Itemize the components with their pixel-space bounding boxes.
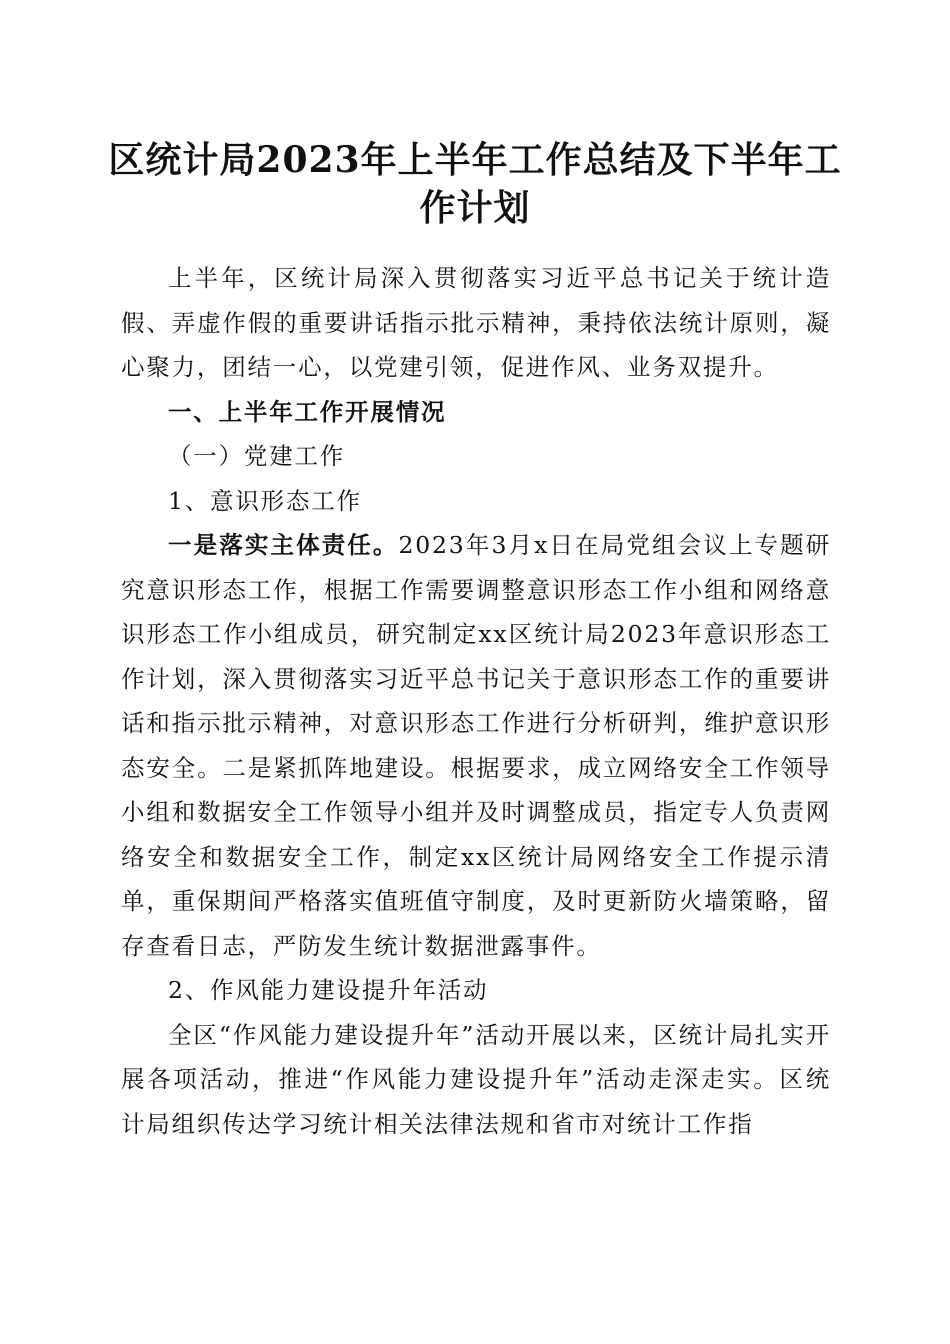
- intro-paragraph: 上半年，区统计局深入贯彻落实习近平总书记关于统计造假、弄虚作假的重要讲话指示批示精神，秉持依法统计原则，凝心聚力，团结一心，以党建引领，促进作风、业务双提升。: [121, 264, 831, 381]
- item-lead: 一是落实主体责任。: [168, 531, 399, 559]
- section-heading: 一、上半年工作开展情况: [168, 397, 447, 426]
- item-heading: 1、意识形态工作: [168, 486, 362, 515]
- item-text: 2023年3月x日在局党组会议上专题研究意识形态工作，根据工作需要调整意识形态工作小组和网络意识形态工作小组成员，研究制定xx区统计局2023年意识形态工作计划，深入贯彻落实习近平总书记关于意识形态工作的重要讲话和指示批示精神，对意识形态工作进行分析研判，维护意识形态安全。二是紧抓阵地建设。根据要求，成立网络安全工作领导小组和数据安全工作领导小组并及时调整成员，指定专人负责网络安全和数据安全工作，制定xx区统计局网络安全工作提示清单，重保期间严格落实值班值守制度，及时更新防火墙策略，留存查看日志，严防发生统计数据泄露事件。: [121, 531, 831, 960]
- document-body: [121, 256, 831, 1146]
- document-title: 区统计局2023年上半年工作总结及下半年工作计划: [108, 139, 842, 229]
- subsection-heading: （一）党建工作: [168, 442, 346, 470]
- item-heading: 2、作风能力建设提升年活动: [168, 976, 489, 1004]
- item-paragraph: 全区“作风能力建设提升年”活动开展以来，区统计局扎实开展各项活动，推进“作风能力建设提升年”活动走深走实。区统计局组织传达学习统计相关法律法规和省市对统计工作指: [121, 1020, 831, 1138]
- item-paragraph: [121, 523, 831, 968]
